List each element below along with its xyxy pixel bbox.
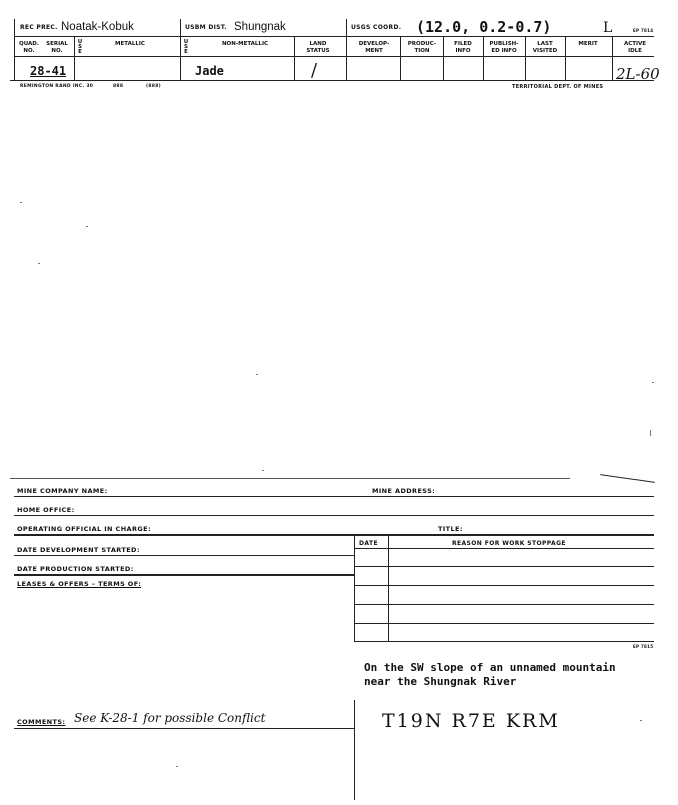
col-development: DEVELOP- MENT	[358, 41, 390, 54]
comments-value: See K-28-1 for possible Conflict	[74, 711, 266, 725]
usgs-coord-label: USGS COORD.	[351, 24, 402, 31]
date-col-header: DATE	[359, 540, 378, 547]
col-merit: MERIT	[578, 41, 598, 47]
leases-offers-label: LEASES & OFFERS – TERMS OF:	[17, 580, 142, 588]
footer-left: REMINGTON RAND INC. 30	[20, 84, 94, 89]
form-number-top: EP 7814	[633, 28, 654, 33]
active-idle-value: 2L-60	[616, 65, 660, 83]
serial-value: 28-41	[30, 64, 67, 78]
col-serial-no: SERIAL NO.	[46, 41, 68, 54]
rec-prec-value: Noatak-Kobuk	[61, 21, 134, 33]
mine-company-name-label: MINE COMPANY NAME:	[17, 487, 108, 495]
mine-address-label: MINE ADDRESS:	[372, 487, 436, 495]
location-line-2: near the Shungnak River	[364, 675, 517, 688]
footer-right: TERRITORIAL DEPT. OF MINES	[512, 84, 604, 90]
col-last-visited: LAST VISITED	[532, 41, 558, 54]
date-development-label: DATE DEVELOPMENT STARTED:	[17, 546, 140, 554]
col-filed-info: FILED INFO	[454, 41, 472, 54]
footer-code-2: (888)	[146, 84, 162, 89]
col-quad-no: QUAD. NO.	[19, 41, 39, 54]
form-number-bottom: EP 7815	[633, 644, 654, 649]
operating-official-label: OPERATING OFFICIAL IN CHARGE:	[17, 525, 151, 533]
location-line-1: On the SW slope of an unnamed mountain	[364, 661, 616, 674]
rec-prec-label: REC PREC.	[20, 24, 58, 31]
land-status-value: /	[311, 60, 318, 81]
comments-label: COMMENTS:	[17, 718, 66, 726]
township-range: T19N R7E KRM	[382, 710, 560, 732]
col-nonmetallic: NON-METALLIC	[221, 41, 269, 47]
nonmetallic-value: Jade	[195, 64, 224, 78]
col-land-status: LAND STATUS	[306, 41, 330, 54]
col-use-metallic: U S E	[77, 39, 83, 55]
col-production: PRODUC- TION	[407, 41, 437, 54]
reason-col-header: REASON FOR WORK STOPPAGE	[452, 540, 566, 547]
usbm-dist-label: USBM DIST.	[185, 24, 227, 31]
usgs-coord-value: (12.0, 0.2-0.7)	[416, 18, 552, 36]
col-active-idle: ACTIVE IDLE	[623, 41, 647, 54]
home-office-label: HOME OFFICE:	[17, 506, 75, 514]
usbm-dist-value: Shungnak	[234, 21, 286, 33]
title-label: TITLE:	[438, 525, 463, 533]
col-published-info: PUBLISH- ED INFO	[489, 41, 519, 54]
top-mark: L	[603, 20, 613, 36]
col-use-nonmetallic: U S E	[183, 39, 189, 55]
date-production-label: DATE PRODUCTION STARTED:	[17, 565, 134, 573]
footer-code-1: 888	[113, 84, 124, 89]
col-metallic: METALLIC	[115, 41, 145, 47]
